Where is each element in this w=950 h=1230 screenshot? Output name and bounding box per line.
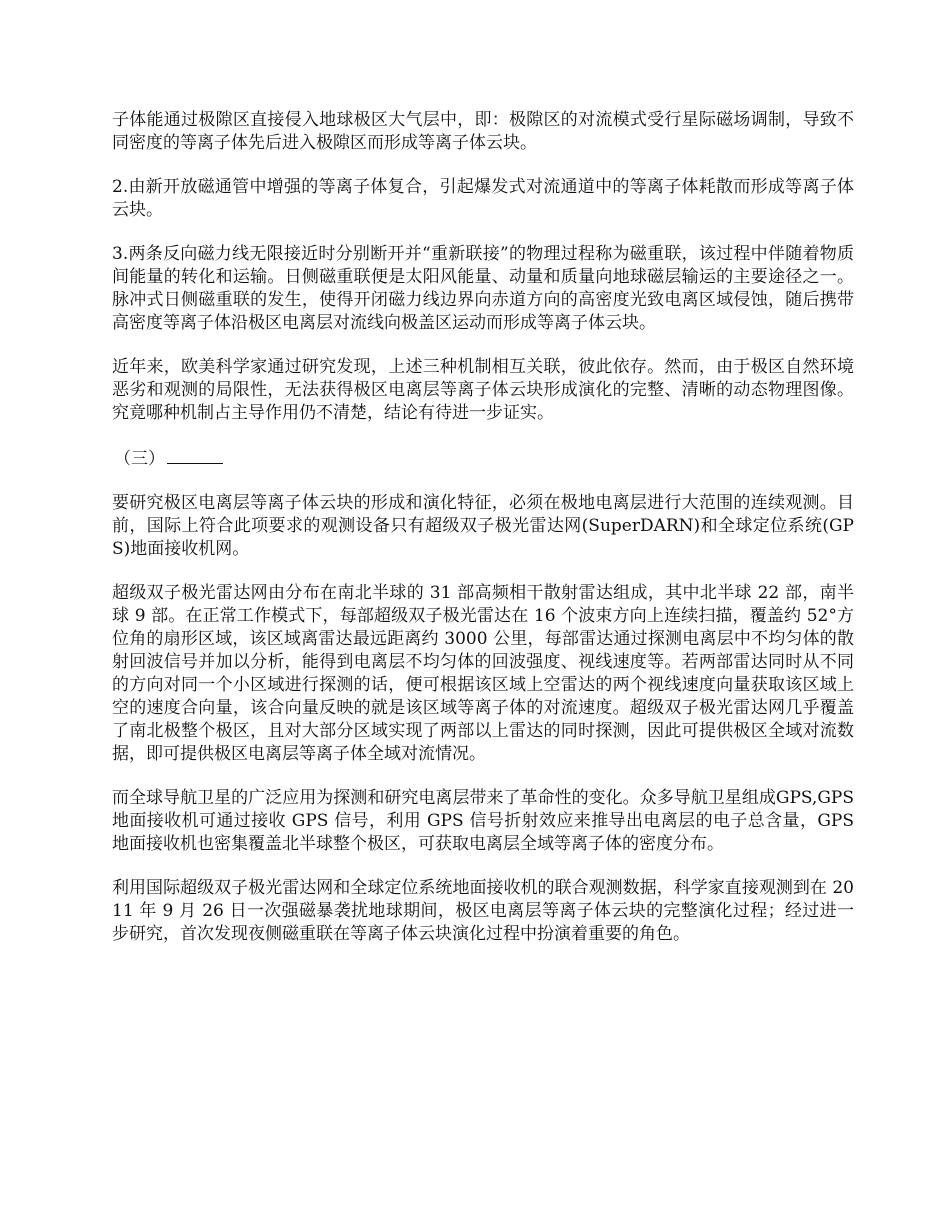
- paragraph-mechanism-2: 2.由新开放磁通管中增强的等离子体复合，引起爆发式对流通道中的等离子体耗散而形成等离子体云块。: [112, 177, 854, 220]
- section-heading-label: （三）: [114, 449, 165, 469]
- paragraph-observation-need: 要研究极区电离层等离子体云块的形成和演化特征，必须在极地电离层进行大范围的连续观测。目前，国际上符合此项要求的观测设备只有超级双子极光雷达网(SuperDARN)和全球定位系统(GPS)地面接收机网。: [112, 493, 854, 559]
- paragraph-recent-research: 近年来，欧美科学家通过研究发现，上述三种机制相互关联，彼此依存。然而，由于极区自然环境恶劣和观测的局限性，无法获得极区电离层等离子体云块形成演化的完整、清晰的动态物理图像。究竟哪种机制占主导作用仍不清楚，结论有待进一步证实。: [112, 357, 854, 423]
- fill-in-blank: [167, 446, 223, 464]
- section-heading: [112, 446, 854, 471]
- paragraph-polar-cusp: 子体能通过极隙区直接侵入地球极区大气层中，即：极隙区的对流模式受行星际磁场调制，导致不同密度的等离子体先后进入极隙区而形成等离子体云块。: [112, 110, 854, 153]
- document-page: [112, 109, 854, 967]
- paragraph-conclusion: 利用国际超级双子极光雷达网和全球定位系统地面接收机的联合观测数据，科学家直接观测到在 2011 年 9 月 26 日一次强磁暴袭扰地球期间，极区电离层等离子体云块的完整演化过程；经过进一步研究，首次发现夜侧磁重联在等离子体云块演化过程中扮演着重要的角色。: [112, 878, 854, 944]
- paragraph-superdarn: 超级双子极光雷达网由分布在南北半球的 31 部高频相干散射雷达组成，其中北半球 22 部，南半球 9 部。在正常工作模式下，每部超级双子极光雷达在 16 个波束方向上连续扫描，覆盖约 52°方位角的扇形区域，该区域离雷达最远距离约 3000 公里，每部雷达通过探测电离层中不均匀体的散射回波信号并加以分析，能得到电离层不均匀体的回波强度、视线速度等。若两部雷达同时从不同的方向对同一个小区域进行探测的话，便可根据该区域上空雷达的两个视线速度向量获取该区域上空的速度合向量，该合向量反映的就是该区域等离子体的对流速度。超级双子极光雷达网几乎覆盖了南北极整个极区，且对大部分区域实现了两部以上雷达的同时探测，因此可提供极区全域对流数据，即可提供极区电离层等离子体全域对流情况。: [112, 583, 854, 764]
- paragraph-gps: 而全球导航卫星的广泛应用为探测和研究电离层带来了革命性的变化。众多导航卫星组成GPS,GPS 地面接收机可通过接收 GPS 信号，利用 GPS 信号折射效应来推导出电离层的电子总含量，GPS 地面接收机也密集覆盖北半球整个极区，可获取电离层全域等离子体的密度分布。: [112, 788, 854, 854]
- paragraph-mechanism-3: 3.两条反向磁力线无限接近时分别断开并“重新联接”的物理过程称为磁重联，该过程中伴随着物质间能量的转化和运输。日侧磁重联便是太阳风能量、动量和质量向地球磁层输运的主要途径之一。脉冲式日侧磁重联的发生，使得开闭磁力线边界向赤道方向的高密度光致电离区域侵蚀，随后携带高密度等离子体沿极区电离层对流线向极盖区运动而形成等离子体云块。: [112, 244, 854, 333]
